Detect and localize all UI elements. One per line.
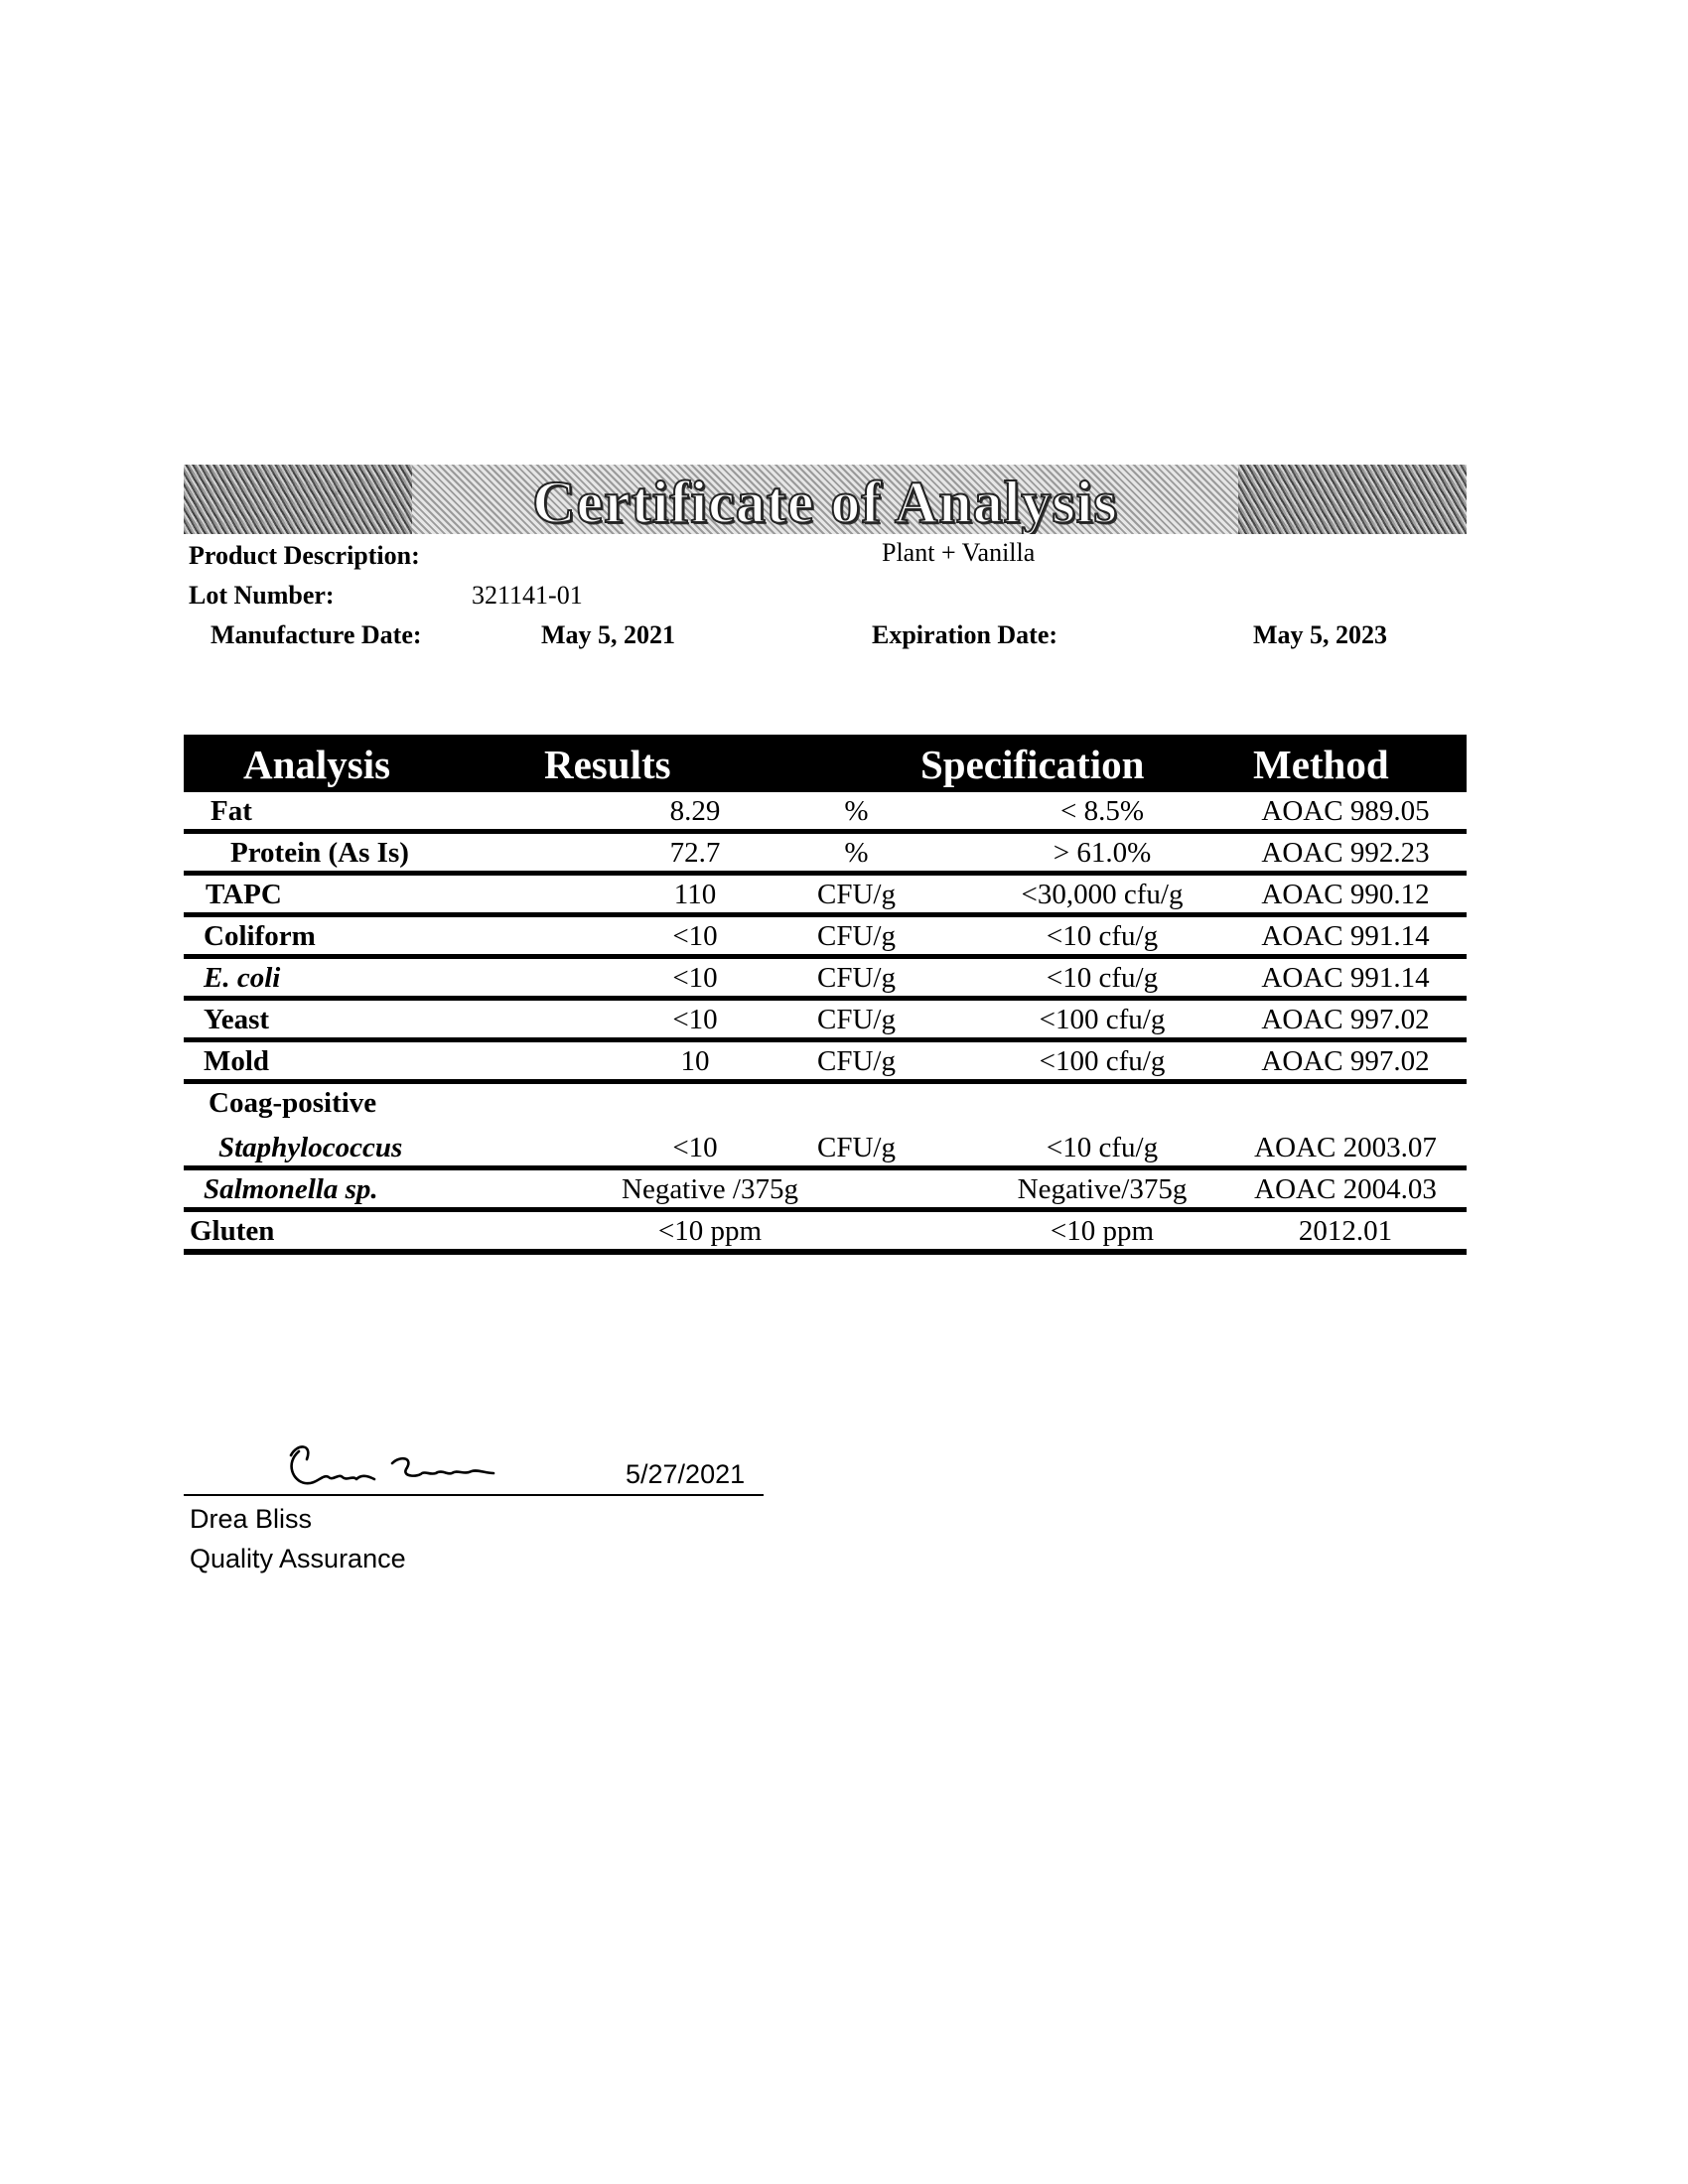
lot-number-value: 321141-01 (472, 581, 583, 610)
method-value: AOAC 997.02 (1261, 1045, 1430, 1077)
table-row (184, 959, 1467, 1001)
analysis-name: Fat (211, 795, 252, 827)
result-value: <10 (672, 920, 718, 952)
table-row (184, 792, 1467, 834)
table-row (184, 1001, 1467, 1042)
specification-value: <10 cfu/g (1046, 962, 1159, 994)
signature-image (283, 1433, 531, 1495)
header-analysis: Analysis (243, 742, 391, 787)
product-description-label: Product Description: (189, 541, 420, 570)
analysis-name: Protein (As Is) (230, 837, 409, 869)
table-row (184, 1042, 1467, 1084)
specification-value: <100 cfu/g (1039, 1045, 1166, 1077)
analysis-name: TAPC (206, 879, 282, 910)
expiration-date-label: Expiration Date: (872, 620, 1058, 649)
result-value: <10 ppm (657, 1215, 763, 1247)
signer-name: Drea Bliss (190, 1504, 313, 1534)
signature-line (184, 1494, 764, 1496)
method-value: AOAC 990.12 (1261, 879, 1430, 910)
unit-value: CFU/g (817, 920, 896, 952)
analysis-name: E. coli (204, 962, 281, 994)
result-value: 10 (680, 1045, 710, 1077)
analysis-name: Mold (204, 1045, 270, 1077)
document-title: Certificate of Analysis (532, 470, 1118, 534)
header-method: Method (1253, 742, 1389, 787)
title-banner (184, 465, 1467, 534)
analysis-name: Salmonella sp. (204, 1173, 378, 1205)
method-value: AOAC 991.14 (1261, 962, 1430, 994)
lot-number-label: Lot Number: (189, 581, 335, 610)
method-value: 2012.01 (1298, 1215, 1393, 1247)
manufacture-date-value: May 5, 2021 (541, 620, 676, 649)
result-value: Negative /375g (622, 1173, 798, 1205)
result-value: <10 (672, 962, 718, 994)
expiration-date-value: May 5, 2023 (1253, 620, 1388, 649)
result-value: 8.29 (669, 795, 721, 827)
specification-value: > 61.0% (1053, 837, 1152, 869)
method-value: AOAC 2003.07 (1254, 1132, 1437, 1163)
unit-value: CFU/g (817, 962, 896, 994)
table-row (184, 834, 1467, 876)
specification-value: <10 ppm (1050, 1215, 1155, 1247)
method-value: AOAC 989.05 (1261, 795, 1430, 827)
manufacture-date-label: Manufacture Date: (211, 620, 422, 649)
table-row (184, 1170, 1467, 1212)
unit-value: CFU/g (817, 879, 896, 910)
method-value: AOAC 991.14 (1261, 920, 1430, 952)
method-value: AOAC 992.23 (1261, 837, 1430, 869)
method-value: AOAC 997.02 (1261, 1004, 1430, 1035)
specification-value: <100 cfu/g (1039, 1004, 1166, 1035)
unit-value: % (844, 795, 869, 827)
analysis-name: Coliform (204, 920, 316, 952)
header-results: Results (544, 742, 671, 787)
signer-role: Quality Assurance (190, 1544, 406, 1573)
signature-date: 5/27/2021 (626, 1459, 746, 1489)
specification-value: <30,000 cfu/g (1021, 879, 1184, 910)
analysis-name: Gluten (190, 1215, 275, 1247)
specification-value: <10 cfu/g (1046, 920, 1159, 952)
specification-value: < 8.5% (1059, 795, 1144, 827)
table-row (184, 917, 1467, 959)
product-description-value: Plant + Vanilla (882, 538, 1036, 567)
result-value: <10 (672, 1132, 718, 1163)
specification-value: Negative/375g (1017, 1173, 1188, 1205)
unit-value: % (844, 837, 869, 869)
result-value: <10 (672, 1004, 718, 1035)
unit-value: CFU/g (817, 1004, 896, 1035)
specification-value: <10 cfu/g (1046, 1132, 1159, 1163)
table-row (184, 876, 1467, 917)
table-row (184, 1084, 1467, 1170)
analysis-name-line1: Coag-positive (209, 1087, 377, 1119)
unit-value: CFU/g (817, 1132, 896, 1163)
analysis-name: Yeast (204, 1004, 270, 1035)
table-row (184, 1212, 1467, 1255)
header-specification: Specification (920, 742, 1145, 787)
table-header (184, 735, 1467, 792)
analysis-name-line2: Staphylococcus (218, 1132, 403, 1163)
unit-value: CFU/g (817, 1045, 896, 1077)
result-value: 110 (673, 879, 717, 910)
result-value: 72.7 (669, 837, 721, 869)
method-value: AOAC 2004.03 (1254, 1173, 1437, 1205)
analysis-table (184, 735, 1467, 1255)
